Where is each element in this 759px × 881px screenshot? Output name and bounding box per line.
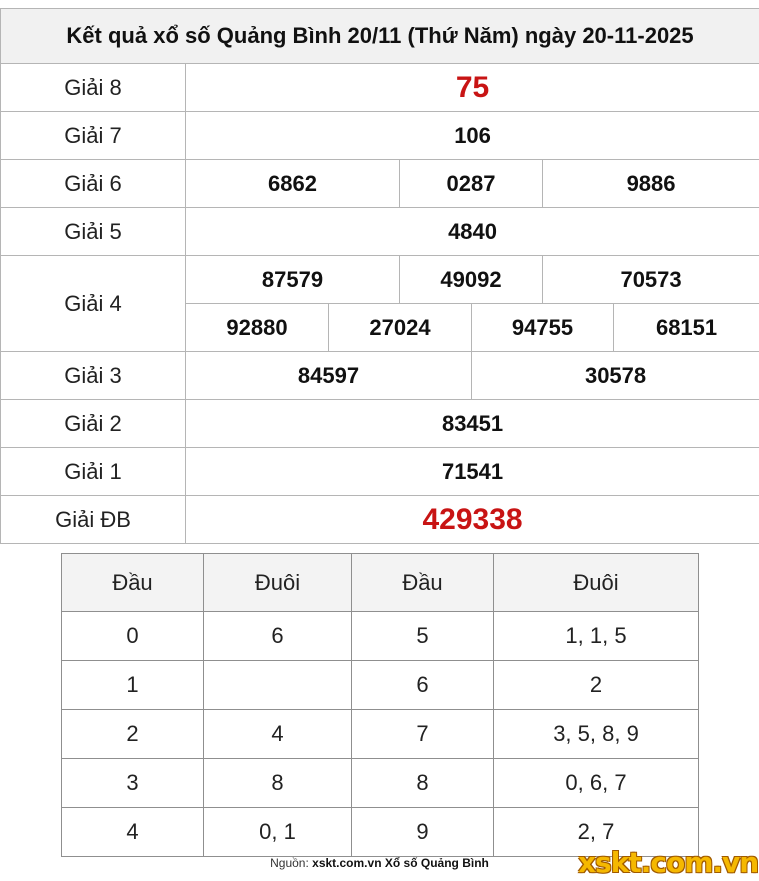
prize-row-special [1,496,759,544]
loto-header-row [62,554,699,612]
prize-number: 27024 [329,304,472,352]
prize-label: Giải 1 [1,448,186,496]
site-logo: xskt.com.vn [578,846,759,879]
loto-cell: 3, 5, 8, 9 [494,710,699,759]
prize-row-1 [1,448,759,496]
prize-number: 71541 [186,448,759,496]
loto-table [61,553,699,857]
prize-row-4 [1,256,759,304]
prize-number: 0287 [400,160,543,208]
loto-cell: 0, 6, 7 [494,759,699,808]
loto-cell: 1 [62,661,204,710]
loto-cell: 8 [352,759,494,808]
source-name: Xổ số Quảng Bình [384,856,489,870]
prize-number: 75 [186,64,759,112]
source-prefix: Nguồn: [270,856,309,870]
prize-number: 92880 [186,304,329,352]
loto-cell: 9 [352,808,494,857]
loto-header-duoi: Đuôi [204,554,352,612]
loto-cell: 2 [494,661,699,710]
prize-number: 49092 [400,256,543,304]
prize-number: 87579 [186,256,400,304]
prize-number: 30578 [472,352,759,400]
loto-cell: 3 [62,759,204,808]
loto-cell: 0, 1 [204,808,352,857]
prize-row-2 [1,400,759,448]
prize-row-5 [1,208,759,256]
prize-label: Giải 2 [1,400,186,448]
loto-cell: 7 [352,710,494,759]
prize-label: Giải 3 [1,352,186,400]
loto-row [62,710,699,759]
loto-row [62,759,699,808]
prize-label: Giải 8 [1,64,186,112]
loto-header-dau: Đầu [352,554,494,612]
loto-header-dau: Đầu [62,554,204,612]
loto-row [62,661,699,710]
source-site: xskt.com.vn [312,856,382,870]
prize-number: 68151 [614,304,759,352]
prize-label: Giải 7 [1,112,186,160]
prize-label: Giải ĐB [1,496,186,544]
prize-label: Giải 6 [1,160,186,208]
prize-number: 84597 [186,352,472,400]
special-prize-number: 429338 [186,496,759,544]
prize-number: 9886 [543,160,759,208]
results-title: Kết quả xổ số Quảng Bình 20/11 (Thứ Năm) ngày 20-11-2025 [1,9,759,64]
loto-cell: 0 [62,612,204,661]
loto-cell: 2 [62,710,204,759]
loto-header-duoi: Đuôi [494,554,699,612]
loto-cell: 8 [204,759,352,808]
loto-cell: 2, 7 [494,808,699,857]
loto-cell [204,661,352,710]
prize-label: Giải 4 [1,256,186,352]
prize-number: 106 [186,112,759,160]
loto-cell: 4 [62,808,204,857]
loto-cell: 6 [352,661,494,710]
prize-row-8 [1,64,759,112]
prize-row-7 [1,112,759,160]
prize-row-6 [1,160,759,208]
loto-cell: 5 [352,612,494,661]
prize-number: 4840 [186,208,759,256]
prize-label: Giải 5 [1,208,186,256]
loto-cell: 6 [204,612,352,661]
loto-cell: 1, 1, 5 [494,612,699,661]
loto-row [62,612,699,661]
prize-number: 70573 [543,256,759,304]
prize-number: 94755 [472,304,614,352]
results-table [0,8,759,544]
loto-cell: 4 [204,710,352,759]
prize-number: 83451 [186,400,759,448]
prize-row-3 [1,352,759,400]
prize-number: 6862 [186,160,400,208]
